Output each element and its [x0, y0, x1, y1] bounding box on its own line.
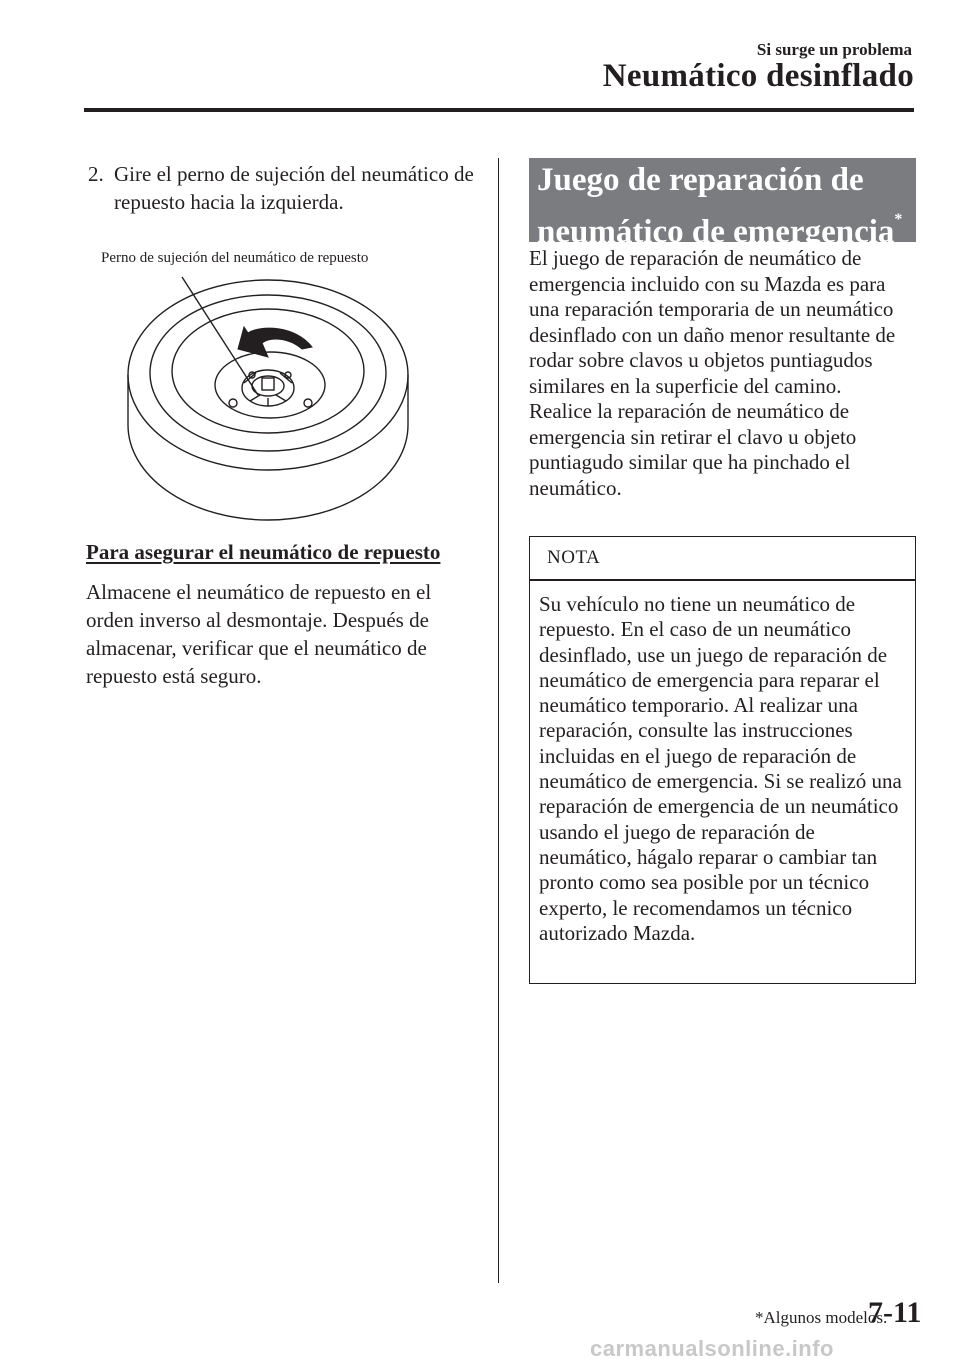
page-number: 7-11 [868, 1296, 922, 1329]
step-item [88, 160, 488, 216]
column-divider [498, 158, 499, 1283]
section-title-text: neumático de emergencia [537, 214, 895, 250]
paragraph: Almacene el neumático de repuesto en el orden inverso al desmontaje. Después de almacenar, verificar que el neumático de repuesto está seguro. [86, 580, 432, 688]
page-title: Neumático desinflado [602, 58, 914, 94]
paragraph: Realice la reparación de neumático de emergencia sin retirar el clavo u objeto puntiagudo similar que ha pinchado el neumático. [529, 399, 857, 500]
subheading: Para asegurar el neumático de repuesto [86, 540, 441, 564]
note-divider [530, 579, 915, 581]
step-text: Gire el perno de sujeción del neumático de repuesto hacia la izquierda. [114, 162, 474, 214]
section-title-line1: Juego de reparación de [537, 162, 864, 198]
footnote: *Algunos modelos. [755, 1308, 888, 1327]
spare-tire-illustration [120, 265, 420, 525]
figure-label: Perno de sujeción del neumático de repuesto [101, 250, 369, 266]
note-box [529, 536, 916, 984]
watermark: carmanualsonline.info [590, 1336, 834, 1361]
chapter-label: Si surge un problema [756, 40, 912, 59]
note-text: Su vehículo no tiene un neumático de repuesto. En el caso de un neumático desinflado, use un juego de reparación de neumático de emergencia para reparar el neumático temporario. Al realizar una reparación, consulte las instrucciones incluidas en el juego de reparación de neumático de emergencia. Si se realizó una reparación de emergencia de un neumático usando el juego de reparación de neumático, hágalo reparar o cambiar tan pronto como sea posible por un técnico experto, le recomendamos un técnico autorizado Mazda. [539, 592, 902, 945]
section-title-line2 [537, 200, 902, 252]
section-banner [529, 158, 916, 250]
header-rule [84, 108, 914, 112]
paragraph: El juego de reparación de neumático de emergencia incluido con su Mazda es para una reparación temporaria de un neumático desinflado con un daño menor resultante de rodar sobre clavos u objetos puntiagudos similares en la superficie del camino. [529, 246, 896, 398]
tire-sidewall [128, 375, 408, 520]
footnote-marker: * [894, 211, 903, 228]
tire-rim-outer [150, 295, 386, 451]
step-number: 2. [88, 162, 104, 186]
note-title: NOTA [547, 547, 601, 568]
body-text [529, 246, 909, 501]
hub-plate [215, 352, 325, 418]
tire-rim-inner [172, 309, 364, 433]
